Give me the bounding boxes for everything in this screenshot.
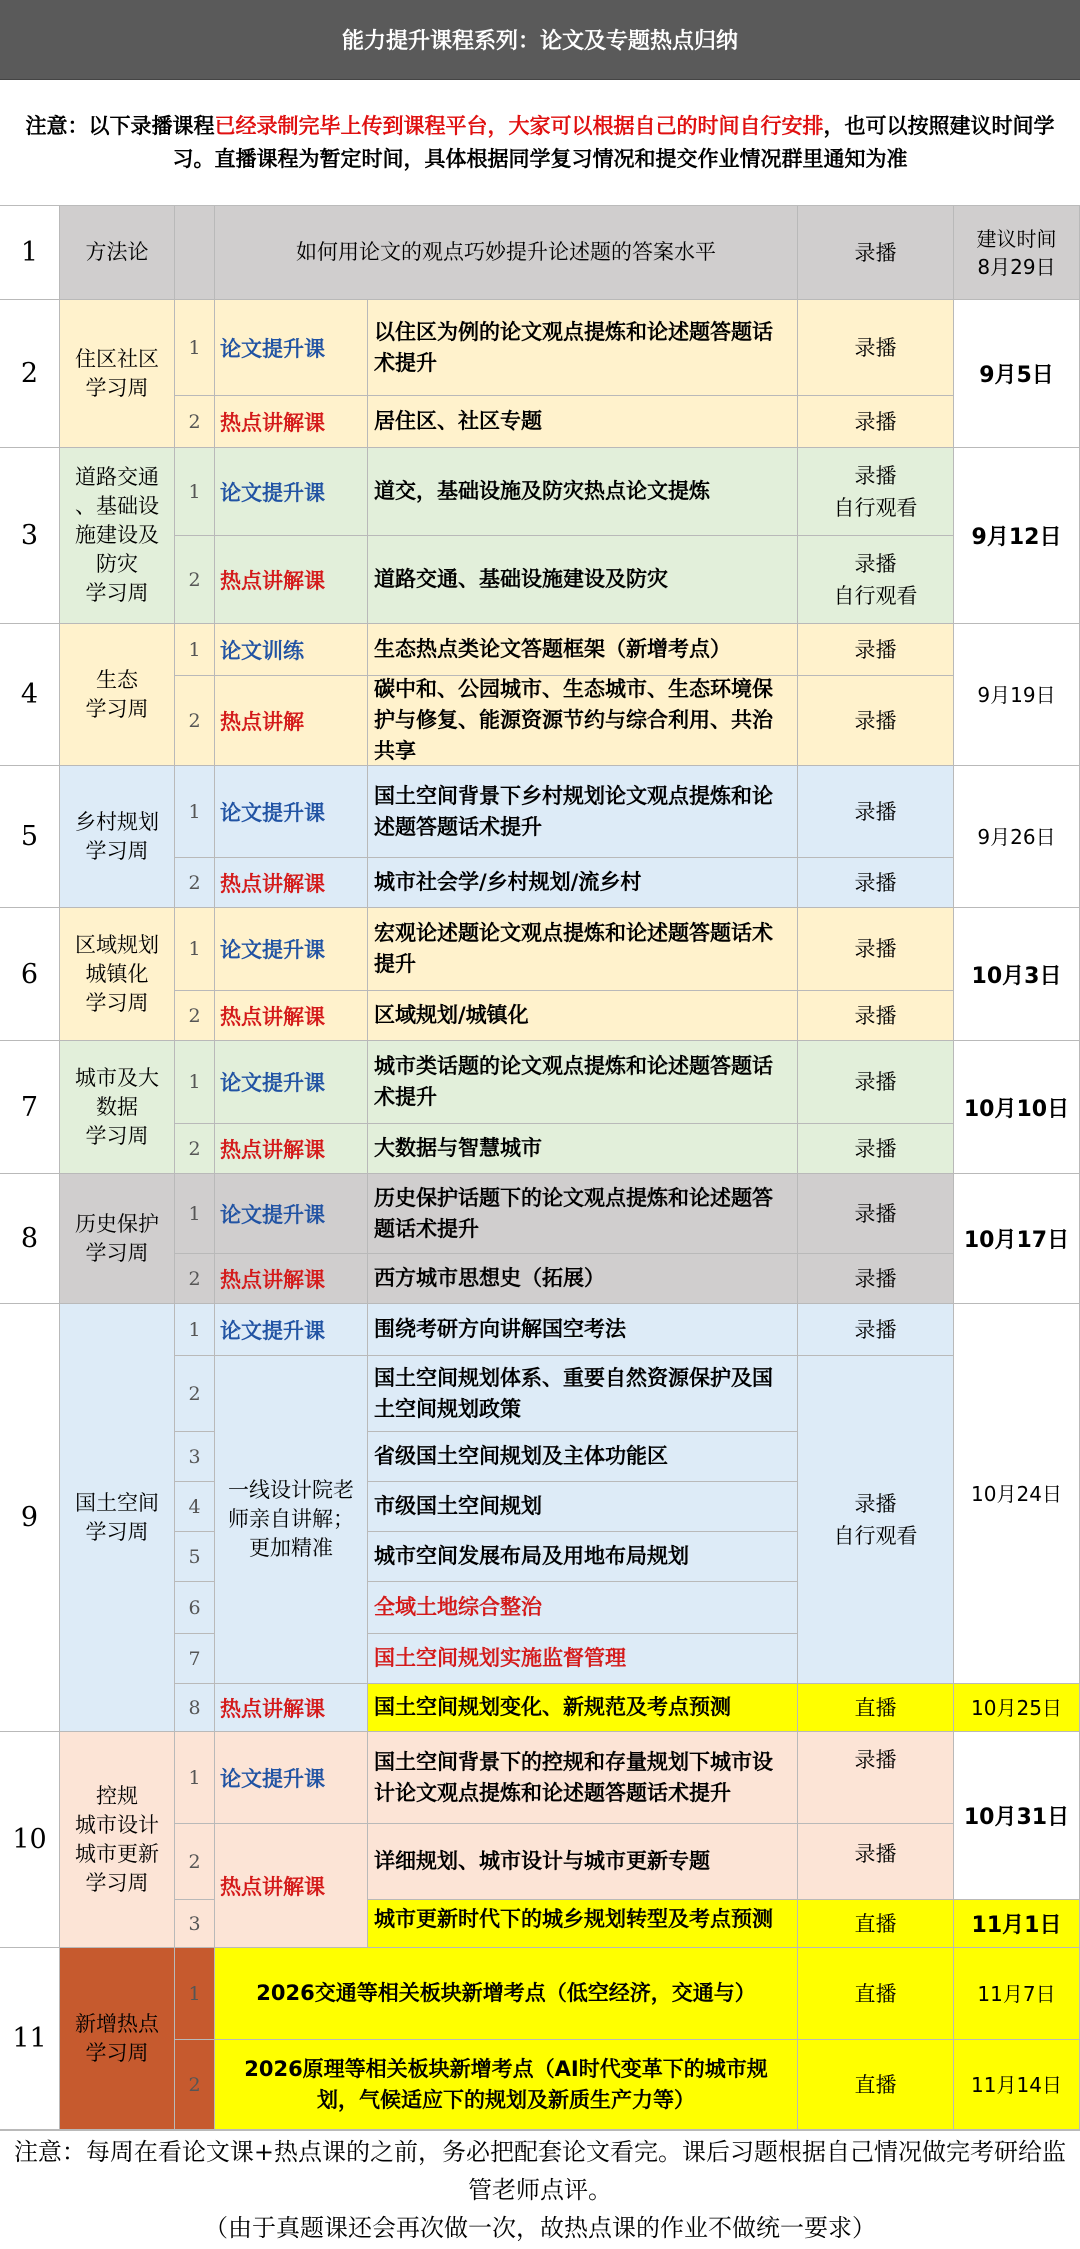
suggested-date	[954, 1684, 1080, 1732]
sub-number-text: 2	[188, 2073, 201, 2096]
delivery-mode-text: 直播	[854, 1911, 897, 1936]
sub-number-text: 4	[188, 1495, 201, 1518]
topic	[215, 206, 798, 300]
notice-prefix: 注意：以下录播课程	[25, 114, 215, 138]
course-type	[215, 396, 368, 448]
delivery-mode-text: 录播	[854, 1842, 897, 1866]
delivery-mode	[798, 676, 954, 766]
course-type-text: 论文提升课	[220, 480, 325, 505]
suggested-date-text: 9月26日	[977, 824, 1056, 849]
page-title: 能力提升课程系列：论文及专题热点归纳	[0, 0, 1080, 80]
topic	[368, 536, 798, 624]
sub-number	[175, 396, 215, 448]
topic	[368, 624, 798, 676]
sub-number-text: 2	[188, 709, 201, 732]
delivery-mode-text: 录播	[854, 1136, 897, 1161]
sub-number	[175, 1634, 215, 1684]
delivery-mode	[798, 1900, 954, 1948]
delivery-mode	[798, 1732, 954, 1824]
delivery-mode	[798, 624, 954, 676]
course-type-text: 热点讲解课	[220, 1696, 325, 1721]
delivery-mode	[798, 536, 954, 624]
delivery-mode-text: 录播	[854, 1070, 897, 1094]
topic	[368, 1432, 798, 1482]
row-number	[0, 1948, 60, 2130]
week-name-text: 新增热点 学习周	[75, 2011, 159, 2065]
delivery-mode-text: 直播	[854, 2072, 897, 2097]
course-type-text: 论文训练	[220, 638, 304, 663]
row-number	[0, 1304, 60, 1732]
sub-number	[175, 1254, 215, 1304]
sub-number	[175, 1948, 215, 2040]
course-type-text: 论文提升课	[220, 1071, 325, 1095]
delivery-mode	[798, 858, 954, 908]
suggested-date	[954, 1174, 1080, 1304]
suggested-date	[954, 1732, 1080, 1900]
week-name-text: 城市及大 数据 学习周	[75, 1065, 159, 1148]
course-type-text: 论文提升课	[220, 800, 325, 825]
course-type	[215, 1304, 368, 1356]
delivery-mode-text: 录播	[854, 335, 897, 360]
topic-text: 居住区、社区专题	[374, 409, 542, 433]
suggested-date	[954, 766, 1080, 908]
sub-number-text: 5	[188, 1545, 201, 1568]
suggested-date	[954, 1304, 1080, 1684]
week-name	[60, 1174, 175, 1304]
sub-number-text: 1	[188, 800, 201, 823]
sub-number	[175, 991, 215, 1041]
topic	[368, 1532, 798, 1582]
topic	[215, 2040, 798, 2130]
sub-number-text: 2	[188, 1267, 201, 1290]
week-name	[60, 1041, 175, 1174]
week-name-text: 区域规划 城镇化 学习周	[75, 932, 159, 1015]
course-type-text: 热点讲解课	[220, 1004, 325, 1029]
sub-number	[175, 1124, 215, 1174]
course-type	[215, 1174, 368, 1254]
course-type-text: 热点讲解课	[220, 1874, 325, 1899]
topic-text: 围绕考研方向讲解国空考法	[374, 1317, 626, 1341]
topic-text: 详细规划、城市设计与城市更新专题	[374, 1849, 710, 1873]
sub-number-text: 2	[188, 1137, 201, 1160]
sub-number-text: 1	[188, 1766, 201, 1789]
week-name-text: 生态 学习周	[85, 667, 149, 721]
delivery-mode	[798, 300, 954, 396]
suggested-date	[954, 2040, 1080, 2130]
row-number-text: 3	[20, 520, 39, 551]
course-type	[215, 448, 368, 536]
sub-number	[175, 766, 215, 858]
delivery-mode-text: 录播	[854, 1317, 897, 1342]
topic	[368, 300, 798, 396]
sub-number	[175, 1174, 215, 1254]
sub-number-text: 1	[188, 1071, 201, 1093]
delivery-mode	[798, 991, 954, 1041]
topic	[368, 766, 798, 858]
course-type-text: 论文提升课	[220, 1766, 325, 1791]
course-type	[215, 908, 368, 991]
topic-text: 2026原理等相关板块新增考点（AI时代变革下的城市规划，气候适应下的规划及新质生产力等）	[244, 2056, 768, 2112]
delivery-mode-text: 录播	[854, 637, 897, 662]
sub-number-text: 3	[188, 1912, 201, 1935]
topic-text: 国土空间规划变化、新规范及考点预测	[374, 1695, 731, 1719]
suggested-date-text: 11月7日	[977, 1981, 1056, 2006]
sub-number-text: 7	[188, 1647, 201, 1670]
suggested-date-text: 10月17日	[963, 1228, 1070, 1253]
delivery-mode	[798, 766, 954, 858]
sub-number-text: 2	[188, 1004, 201, 1027]
sub-number-text: 1	[188, 1202, 201, 1225]
sub-number	[175, 858, 215, 908]
suggested-date-text: 10月3日	[971, 963, 1062, 989]
delivery-mode-text: 录播	[854, 1201, 897, 1226]
row-number	[0, 300, 60, 448]
row-number-text: 1	[20, 237, 39, 268]
delivery-mode-text: 录播	[854, 409, 897, 434]
course-type-text: 论文提升课	[220, 1202, 325, 1227]
topic-text: 市级国土空间规划	[374, 1494, 542, 1518]
row-number	[0, 1732, 60, 1948]
topic	[368, 1482, 798, 1532]
course-type	[215, 1041, 368, 1124]
sub-number	[175, 908, 215, 991]
delivery-mode-text: 录播 自行观看	[833, 1491, 918, 1548]
week-name-text: 方法论	[85, 240, 149, 264]
course-type-text: 热点讲解课	[220, 1137, 325, 1162]
sub-number	[175, 1732, 215, 1824]
week-name	[60, 1948, 175, 2130]
topic	[368, 991, 798, 1041]
week-name-text: 道路交通 、基础设 施建设及 防灾 学习周	[75, 465, 159, 605]
week-name	[60, 766, 175, 908]
row-number-text: 8	[20, 1223, 39, 1254]
topic-text: 城市社会学/乡村规划/流乡村	[374, 870, 642, 894]
course-type-merged-text: 一线设计院老师亲自讲解；更加精准	[228, 1478, 354, 1560]
topic	[368, 908, 798, 991]
delivery-mode-text: 录播	[854, 1003, 897, 1028]
row-number	[0, 1174, 60, 1304]
topic-text: 区域规划/城镇化	[374, 1003, 529, 1027]
row-number-text: 7	[20, 1091, 39, 1123]
topic	[368, 1356, 798, 1432]
course-type-text: 论文提升课	[220, 1318, 325, 1343]
sub-number-text: 1	[188, 1318, 201, 1341]
delivery-mode-text: 直播	[854, 1695, 897, 1720]
suggested-date-text: 9月12日	[971, 525, 1062, 550]
sub-number-text: 1	[188, 938, 201, 960]
sub-number	[175, 536, 215, 624]
delivery-mode	[798, 1824, 954, 1900]
week-name-text: 控规 城市设计 城市更新 学习周	[75, 1783, 159, 1895]
row-number	[0, 624, 60, 766]
sub-number-text: 2	[188, 1850, 201, 1873]
delivery-mode	[798, 1174, 954, 1254]
course-type	[215, 1732, 368, 1824]
topic	[368, 1634, 798, 1684]
sub-number	[175, 1684, 215, 1732]
topic	[368, 1254, 798, 1304]
sub-number-text: 2	[188, 871, 201, 894]
topic-text: 道交，基础设施及防灾热点论文提炼	[374, 479, 710, 503]
course-type-text: 热点讲解课	[220, 871, 325, 896]
topic-text: 全域土地综合整治	[374, 1595, 542, 1619]
sub-number-text: 2	[188, 568, 201, 591]
topic	[368, 1582, 798, 1634]
suggested-date	[954, 206, 1080, 300]
row-number-text: 11	[12, 2023, 47, 2054]
topic	[368, 1304, 798, 1356]
sub-number-text: 6	[188, 1596, 201, 1619]
course-type-text: 热点讲解	[220, 709, 304, 734]
topic-text: 碳中和、公园城市、生态城市、生态环境保护与修复、能源资源节约与综合利用、共治共享	[374, 677, 773, 763]
sub-number-text: 2	[188, 410, 201, 433]
delivery-mode	[798, 1304, 954, 1356]
sub-number	[175, 1482, 215, 1532]
delivery-mode	[798, 1041, 954, 1124]
delivery-mode-text: 录播	[854, 799, 897, 824]
delivery-mode-text: 录播	[854, 1266, 897, 1291]
sub-number-text: 1	[188, 1982, 201, 2005]
row-number	[0, 206, 60, 300]
delivery-mode-text: 录播	[854, 240, 897, 265]
suggested-date-text: 11月14日	[971, 2072, 1062, 2097]
week-name	[60, 624, 175, 766]
topic	[368, 1732, 798, 1824]
row-number-text: 4	[20, 679, 39, 710]
topic	[368, 1174, 798, 1254]
course-type-merged	[215, 1356, 368, 1684]
course-type	[215, 676, 368, 766]
sub-number-text: 1	[188, 638, 201, 661]
course-type	[215, 300, 368, 396]
delivery-mode	[798, 206, 954, 300]
suggested-date-text: 10月25日	[971, 1695, 1062, 1720]
row-number-text: 9	[20, 1502, 39, 1533]
topic	[368, 676, 798, 766]
sub-number	[175, 300, 215, 396]
course-type	[215, 991, 368, 1041]
suggested-date	[954, 908, 1080, 1041]
course-type-text: 论文提升课	[220, 938, 325, 962]
row-number	[0, 766, 60, 908]
topic	[368, 858, 798, 908]
sub-number	[175, 1041, 215, 1124]
week-name	[60, 206, 175, 300]
sub-number	[175, 1824, 215, 1900]
course-type	[215, 1254, 368, 1304]
row-number-text: 2	[20, 358, 39, 389]
topic-text: 国土空间规划实施监督管理	[374, 1646, 626, 1670]
topic-text: 城市类话题的论文观点提炼和论述题答题话术提升	[374, 1054, 773, 1109]
topic-text: 省级国土空间规划及主体功能区	[374, 1444, 668, 1468]
topic-text: 如何用论文的观点巧妙提升论述题的答案水平	[296, 240, 716, 264]
week-name	[60, 1732, 175, 1948]
delivery-mode-text: 录播 自行观看	[833, 463, 918, 520]
sub-number-text: 1	[188, 336, 201, 359]
notice-text	[0, 80, 1080, 206]
delivery-mode	[798, 1684, 954, 1732]
topic	[368, 396, 798, 448]
week-name-text: 国土空间 学习周	[75, 1490, 159, 1544]
row-number	[0, 1041, 60, 1174]
schedule-table	[0, 206, 1080, 2130]
suggested-date	[954, 624, 1080, 766]
sub-number	[175, 1532, 215, 1582]
week-name-text: 历史保护 学习周	[75, 1211, 159, 1265]
footer-note: 注意：每周在看论文课+热点课的之前，务必把配套论文看完。课后习题根据自己情况做完考研给监管老师点评。 （由于真题课还会再次做一次，故热点课的作业不做统一要求）	[0, 2130, 1080, 2249]
delivery-mode	[798, 908, 954, 991]
suggested-date-text: 10月10日	[963, 1096, 1070, 1122]
week-name	[60, 908, 175, 1041]
delivery-mode	[798, 1356, 954, 1684]
week-name-text: 住区社区 学习周	[75, 346, 159, 400]
suggested-date	[954, 300, 1080, 448]
suggested-date	[954, 1900, 1080, 1948]
sub-number	[175, 1582, 215, 1634]
delivery-mode-text: 录播	[854, 937, 897, 961]
topic-text: 道路交通、基础设施建设及防灾	[374, 567, 668, 591]
topic-text: 生态热点类论文答题框架（新增考点）	[374, 637, 731, 661]
course-type	[215, 624, 368, 676]
topic	[215, 1948, 798, 2040]
course-type	[215, 858, 368, 908]
delivery-mode	[798, 1254, 954, 1304]
sub-number-text: 1	[188, 480, 201, 503]
suggested-date-text: 10月24日	[971, 1481, 1062, 1506]
sub-number	[175, 1356, 215, 1432]
delivery-mode	[798, 396, 954, 448]
suggested-date-text: 建议时间 8月29日	[976, 226, 1057, 279]
course-type	[215, 1124, 368, 1174]
topic-text: 城市空间发展布局及用地布局规划	[374, 1544, 689, 1568]
course-type	[215, 766, 368, 858]
sub-number-text: 3	[188, 1445, 201, 1468]
topic-text: 宏观论述题论文观点提炼和论述题答题话术提升	[374, 921, 773, 976]
suggested-date	[954, 1041, 1080, 1174]
suggested-date-text: 9月19日	[977, 682, 1056, 707]
topic-text: 国土空间规划体系、重要自然资源保护及国土空间规划政策	[374, 1365, 773, 1421]
delivery-mode-text: 录播	[854, 1748, 897, 1772]
topic	[368, 1041, 798, 1124]
delivery-mode-text: 录播	[854, 870, 897, 895]
course-type-text: 热点讲解课	[220, 568, 325, 593]
course-type-text: 论文提升课	[220, 336, 325, 361]
topic-text: 国土空间背景下的控规和存量规划下城市设计论文观点提炼和论述题答题话术提升	[374, 1749, 773, 1805]
week-name	[60, 300, 175, 448]
topic	[368, 448, 798, 536]
delivery-mode	[798, 1124, 954, 1174]
topic	[368, 1824, 798, 1900]
delivery-mode-text: 录播 自行观看	[833, 551, 918, 608]
topic-text: 2026交通等相关板块新增考点（低空经济，交通与）	[256, 1981, 756, 2005]
delivery-mode	[798, 1948, 954, 2040]
notice-suffix: ，也可以按照建议时间学习。直播课程为暂定时间，具体根据同学复习情况和提交作业情况群里通知为准	[172, 114, 1055, 171]
row-number-text: 5	[20, 821, 39, 852]
notice-highlight: 已经录制完毕上传到课程平台，大家可以根据自己的时间自行安排	[214, 114, 824, 138]
topic-text: 大数据与智慧城市	[374, 1136, 542, 1160]
suggested-date	[954, 448, 1080, 624]
topic	[368, 1900, 798, 1948]
topic-text: 国土空间背景下乡村规划论文观点提炼和论述题答题话术提升	[374, 783, 773, 839]
suggested-date-text: 9月5日	[979, 363, 1054, 388]
topic-text: 以住区为例的论文观点提炼和论述题答题话术提升	[374, 319, 773, 375]
topic	[368, 1124, 798, 1174]
week-name-text: 乡村规划 学习周	[75, 809, 159, 863]
sub-number	[175, 2040, 215, 2130]
course-type	[215, 536, 368, 624]
sub-number	[175, 206, 215, 300]
delivery-mode	[798, 2040, 954, 2130]
course-type-text: 热点讲解课	[220, 410, 325, 435]
row-number-text: 10	[12, 1824, 47, 1855]
sub-number	[175, 624, 215, 676]
week-name	[60, 448, 175, 624]
sub-number	[175, 1900, 215, 1948]
row-number	[0, 908, 60, 1041]
topic	[368, 1684, 798, 1732]
row-number	[0, 448, 60, 624]
sub-number	[175, 448, 215, 536]
topic-text: 城市更新时代下的城乡规划转型及考点预测	[374, 1907, 773, 1931]
sub-number-text: 8	[188, 1696, 201, 1719]
sub-number-text: 2	[188, 1382, 201, 1405]
week-name	[60, 1304, 175, 1732]
suggested-date	[954, 1948, 1080, 2040]
delivery-mode-text: 录播	[854, 708, 897, 733]
sub-number	[175, 1432, 215, 1482]
delivery-mode	[798, 448, 954, 536]
course-type	[215, 1684, 368, 1732]
suggested-date-text: 11月1日	[971, 1913, 1062, 1938]
sub-number	[175, 1304, 215, 1356]
course-type	[215, 1824, 368, 1948]
topic-text: 西方城市思想史（拓展）	[374, 1266, 605, 1290]
suggested-date-text: 10月31日	[963, 1805, 1070, 1830]
topic-text: 历史保护话题下的论文观点提炼和论述题答题话术提升	[374, 1185, 773, 1241]
row-number-text: 6	[20, 958, 39, 990]
sub-number	[175, 676, 215, 766]
course-type-text: 热点讲解课	[220, 1267, 325, 1292]
delivery-mode-text: 直播	[854, 1981, 897, 2006]
